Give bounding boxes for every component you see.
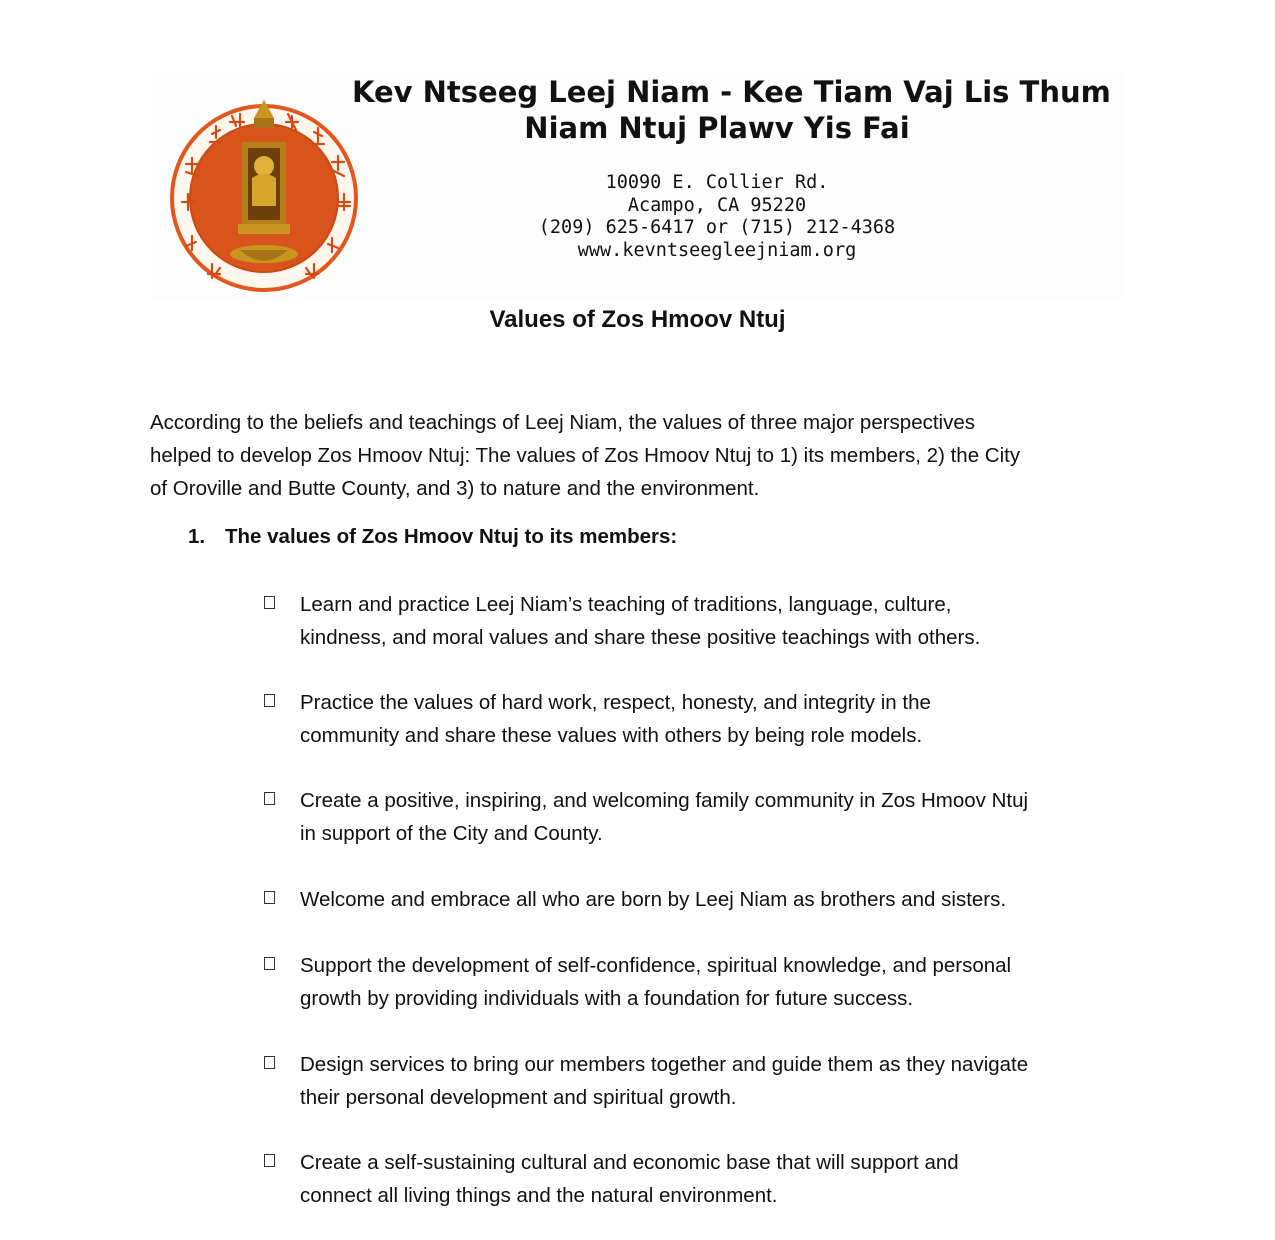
checkbox-icon — [264, 792, 275, 805]
contact-block — [492, 172, 942, 262]
section-number: 1. — [188, 525, 206, 548]
list-item-line: growth by providing individuals with a foundation for future success. — [300, 987, 914, 1010]
list-item-line: their personal development and spiritual growth. — [300, 1086, 737, 1109]
list-item-line: Create a self-sustaining cultural and economic base that will support and — [300, 1151, 959, 1174]
letterhead — [152, 72, 1122, 300]
checkbox-icon — [264, 891, 275, 904]
list-item-line: Create a positive, inspiring, and welcoming family community in Zos Hmoov Ntuj — [300, 789, 1029, 812]
checkbox-icon — [264, 596, 275, 609]
phone-numbers: (209) 625-6417 or (715) 212-4368 — [538, 217, 896, 238]
list-item-line: in support of the City and County. — [300, 822, 603, 845]
address-street: 10090 E. Collier Rd. — [605, 172, 829, 193]
list-item-line: connect all living things and the natural environment. — [300, 1184, 778, 1207]
checkbox-icon — [264, 1056, 275, 1069]
section-heading — [188, 521, 677, 553]
list-item-line: Design services to bring our members together and guide them as they navigate — [300, 1053, 1029, 1076]
intro-paragraph — [150, 406, 1140, 505]
organization-name — [352, 74, 1111, 146]
list-item-line: kindness, and moral values and share these positive teachings with others. — [300, 626, 981, 649]
checkbox-icon — [264, 1154, 275, 1167]
page-title: Values of Zos Hmoov Ntuj — [489, 306, 786, 333]
checkbox-icon — [264, 694, 275, 707]
intro-line: According to the beliefs and teachings of Leej Niam, the values of three major perspectives — [150, 411, 976, 434]
list-item-line: Practice the values of hard work, respect, honesty, and integrity in the — [300, 691, 931, 714]
org-name-line-1: Kev Ntseeg Leej Niam - Kee Tiam Vaj Lis Thum — [352, 75, 1111, 109]
temple-seal-icon — [168, 82, 360, 294]
list-item-line: Support the development of self-confidence, spiritual knowledge, and personal — [300, 954, 1012, 977]
intro-line: of Oroville and Butte County, and 3) to nature and the environment. — [150, 477, 760, 500]
list-item-line: Welcome and embrace all who are born by Leej Niam as brothers and sisters. — [300, 888, 1007, 911]
address-city: Acampo, CA 95220 — [627, 194, 807, 216]
list-item-line: community and share these values with others by being role models. — [300, 724, 923, 747]
list-item-line: Learn and practice Leej Niam’s teaching of traditions, language, culture, — [300, 593, 952, 616]
org-name-line-2: Niam Ntuj Plawv Yis Fai — [524, 111, 910, 145]
intro-line: helped to develop Zos Hmoov Ntuj: The values of Zos Hmoov Ntuj to 1) its members, 2) the City — [150, 444, 1021, 467]
checkbox-icon — [264, 957, 275, 970]
section-heading-text: The values of Zos Hmoov Ntuj to its members: — [225, 525, 678, 548]
website-link[interactable]: www.kevntseegleejniam.org — [577, 239, 857, 261]
